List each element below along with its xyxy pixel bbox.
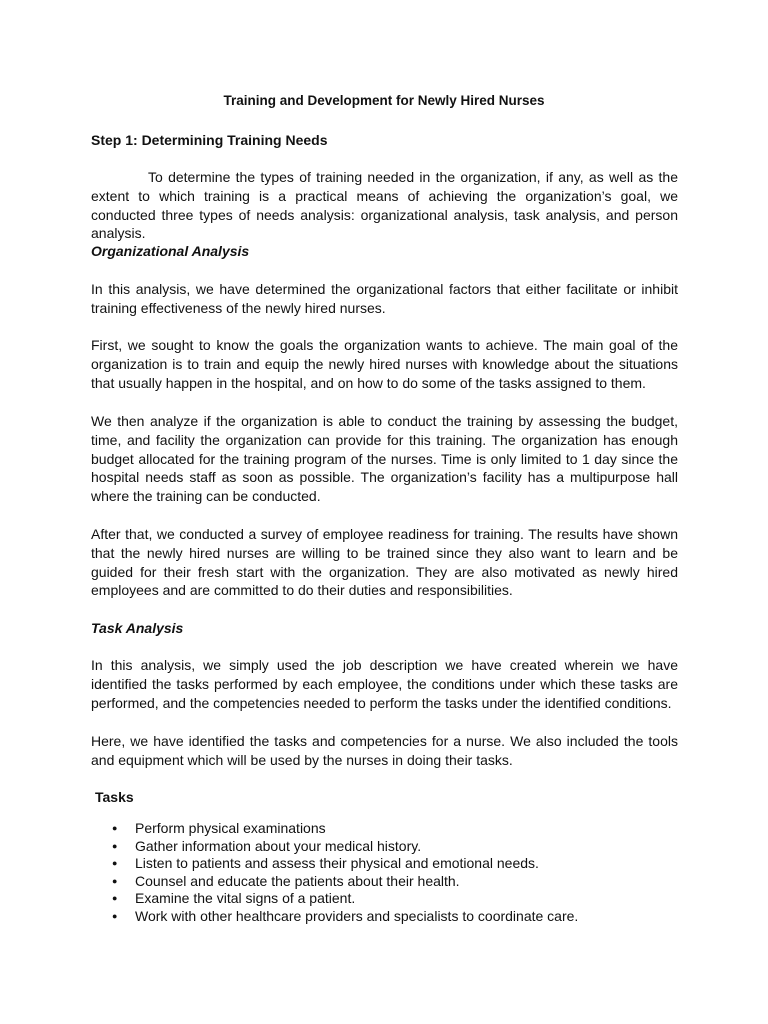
task-analysis-heading: Task Analysis (91, 620, 184, 636)
intro-paragraph: To determine the types of training needed in the organization, if any, as well as the extent to which training is a practical means of achieving the organization’s goal, we conducted three types of needs analysis: organizational analysis, task analysis, and person analysis. (91, 169, 678, 242)
step1-heading: Step 1: Determining Training Needs (91, 132, 328, 148)
task-paragraph-1: In this analysis, we simply used the job description we have created wherein we have identified the tasks performed by each employee, the conditions under which these tasks are performed, and the competencies needed to perform the tasks under the identified conditions. (91, 657, 678, 711)
list-item: ● Counsel and educate the patients about their health. (91, 873, 678, 891)
list-item: ● Examine the vital signs of a patient. (91, 890, 678, 908)
org-analysis-heading: Organizational Analysis (91, 243, 250, 259)
list-item: ● Gather information about your medical history. (91, 838, 678, 856)
org-paragraph-3: We then analyze if the organization is able to conduct the training by assessing the budget, time, and facility the organization can provide for this training. The organization has enough budget allocated for the training program of the nurses. Time is only limited to 1 day since the hospital needs staff as soon as possible. The organization’s facility has a multipurpose hall where the training can be conducted. (91, 413, 678, 505)
tasks-heading: Tasks (95, 789, 134, 805)
list-item: ● Listen to patients and assess their physical and emotional needs. (91, 855, 678, 873)
tasks-list (91, 820, 678, 925)
org-paragraph-1: In this analysis, we have determined the organizational factors that either facilitate or inhibit training effectiveness of the newly hired nurses. (91, 281, 678, 316)
task-paragraph-2: Here, we have identified the tasks and competencies for a nurse. We also included the tools and equipment which will be used by the nurses in doing their tasks. (91, 733, 678, 768)
document-title: Training and Development for Newly Hired Nurses (223, 93, 545, 108)
tasks-list-container (91, 820, 678, 925)
org-paragraph-4: After that, we conducted a survey of employee readiness for training. The results have shown that the newly hired nurses are willing to be trained since they also want to learn and be guided for their fresh start with the organization. They are also motivated as newly hired employees and are committed to do their duties and responsibilities. (91, 526, 678, 599)
org-paragraph-2: First, we sought to know the goals the organization wants to achieve. The main goal of the organization is to train and equip the newly hired nurses with knowledge about the situations that usually happen in the hospital, and on how to do some of the tasks assigned to them. (91, 337, 678, 391)
list-item: ● Work with other healthcare providers and specialists to coordinate care. (91, 908, 678, 926)
list-item: ● Perform physical examinations (91, 820, 678, 838)
